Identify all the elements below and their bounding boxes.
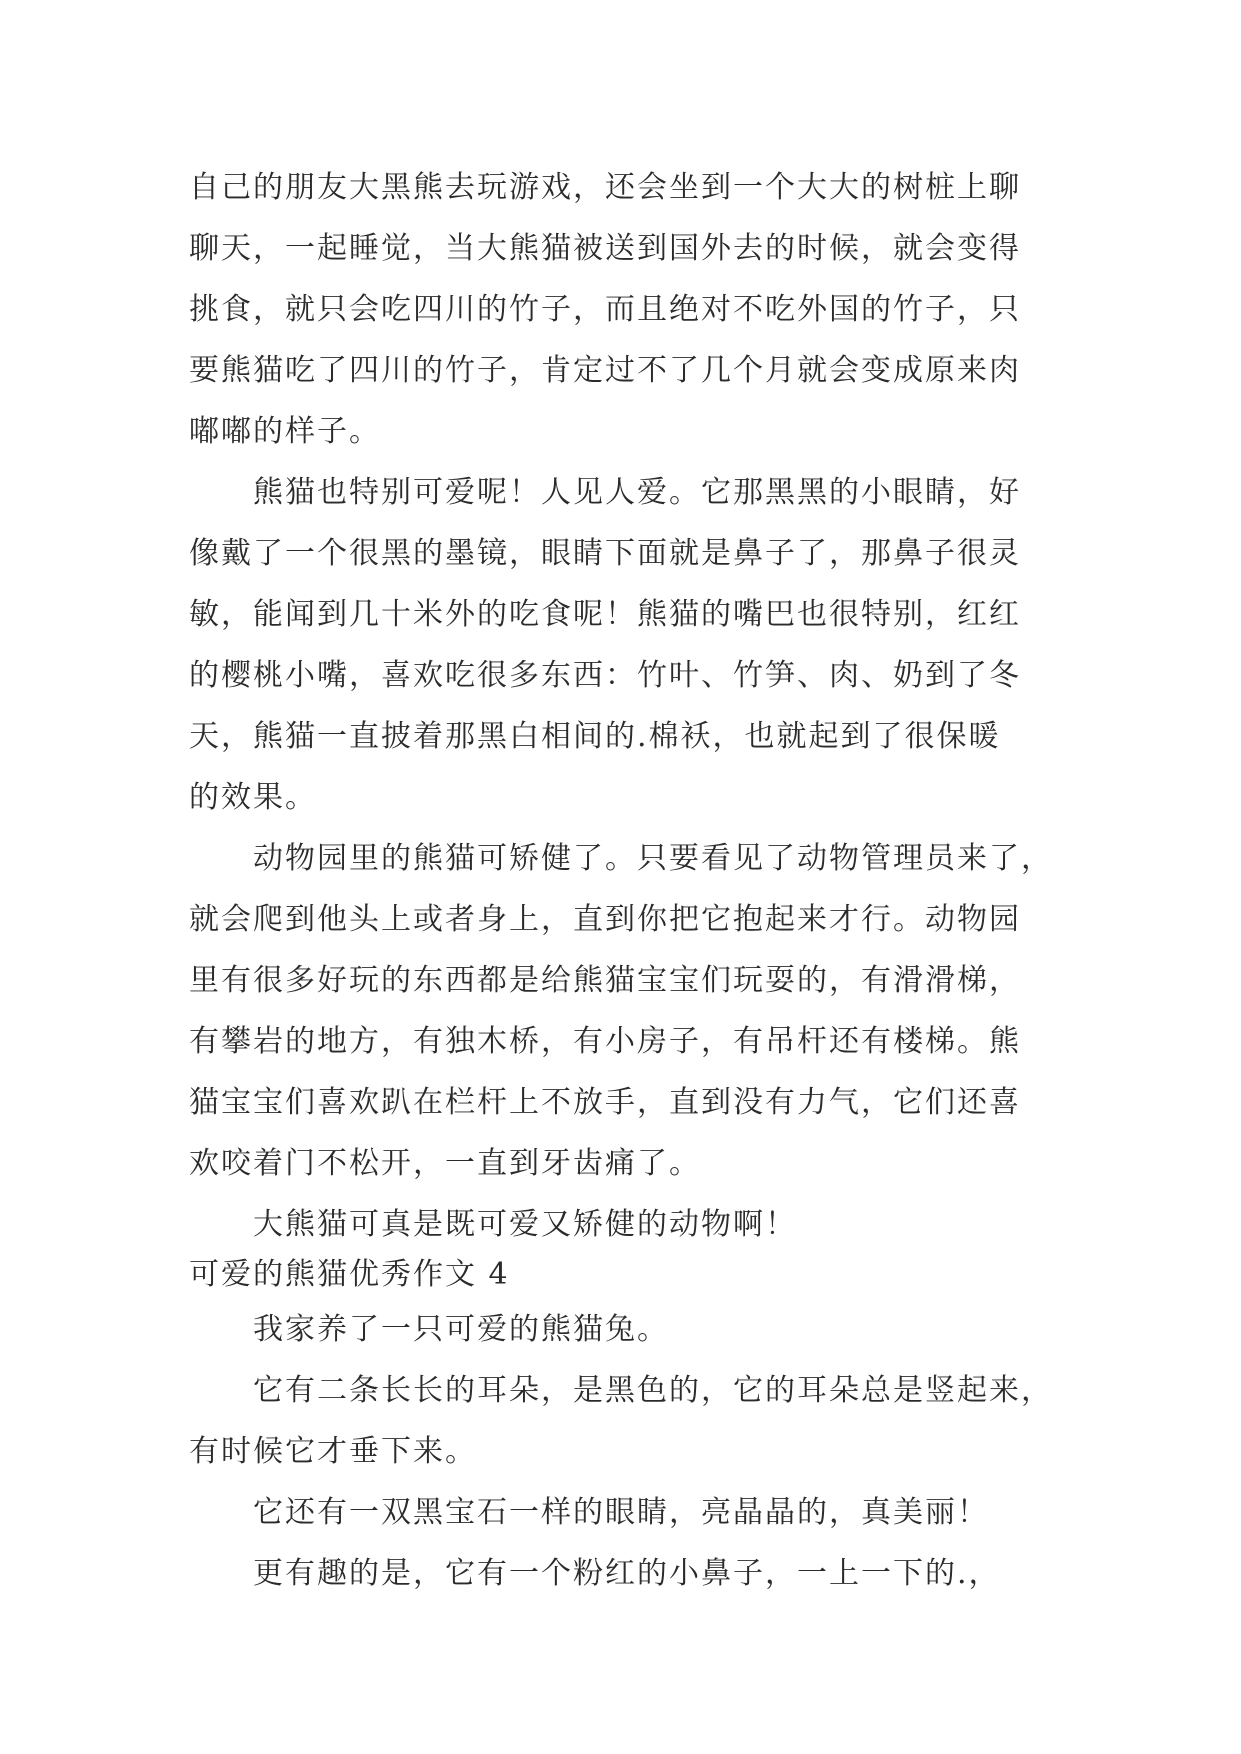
text-line: 里有很多好玩的东西都是给熊猫宝宝们玩耍的，有滑滑梯， [189, 963, 1021, 998]
text-line: 的樱桃小嘴，喜欢吃很多东西：竹叶、竹笋、肉、奶到了冬 [189, 658, 1021, 693]
text-line: 要熊猫吃了四川的竹子，肯定过不了几个月就会变成原来肉 [189, 353, 1021, 388]
text-line: 它有二条长长的耳朵，是黑色的，它的耳朵总是竖起来， [189, 1373, 1053, 1408]
text-line: 敏，能闻到几十米外的吃食呢！熊猫的嘴巴也很特别，红红 [189, 597, 1021, 632]
text-line: 大熊猫可真是既可爱又矫健的动物啊！ [189, 1207, 797, 1242]
text-line: 熊猫也特别可爱呢！人见人爱。它那黑黑的小眼睛，好 [189, 475, 1021, 510]
text-line: 就会爬到他头上或者身上，直到你把它抱起来才行。动物园 [189, 902, 1021, 937]
text-line: 有时候它才垂下来。 [189, 1434, 477, 1469]
essay-heading: 可爱的熊猫优秀作文 4 [189, 1257, 510, 1292]
text-line: 天，熊猫一直披着那黑白相间的.棉袄，也就起到了很保暖 [189, 719, 1001, 754]
text-line: 欢咬着门不松开，一直到牙齿痛了。 [189, 1146, 701, 1181]
text-line: 我家养了一只可爱的熊猫兔。 [189, 1312, 669, 1347]
text-line: 像戴了一个很黑的墨镜，眼睛下面就是鼻子了，那鼻子很灵 [189, 536, 1021, 571]
text-line: 聊天，一起睡觉，当大熊猫被送到国外去的时候，就会变得 [189, 231, 1021, 266]
text-line: 它还有一双黑宝石一样的眼睛，亮晶晶的，真美丽！ [189, 1495, 989, 1530]
text-line: 自己的朋友大黑熊去玩游戏，还会坐到一个大大的树桩上聊 [189, 170, 1021, 205]
text-line: 挑食，就只会吃四川的竹子，而且绝对不吃外国的竹子，只 [189, 292, 1021, 327]
text-line: 的效果。 [189, 780, 317, 815]
text-line: 更有趣的是，它有一个粉红的小鼻子，一上一下的.， [189, 1556, 1001, 1591]
text-line: 动物园里的熊猫可矫健了。只要看见了动物管理员来了， [189, 841, 1053, 876]
text-line: 猫宝宝们喜欢趴在栏杆上不放手，直到没有力气，它们还喜 [189, 1085, 1021, 1120]
essay-body [189, 157, 1069, 1604]
text-line: 有攀岩的地方，有独木桥，有小房子，有吊杆还有楼梯。熊 [189, 1024, 1021, 1059]
text-line: 嘟嘟的样子。 [189, 414, 381, 449]
